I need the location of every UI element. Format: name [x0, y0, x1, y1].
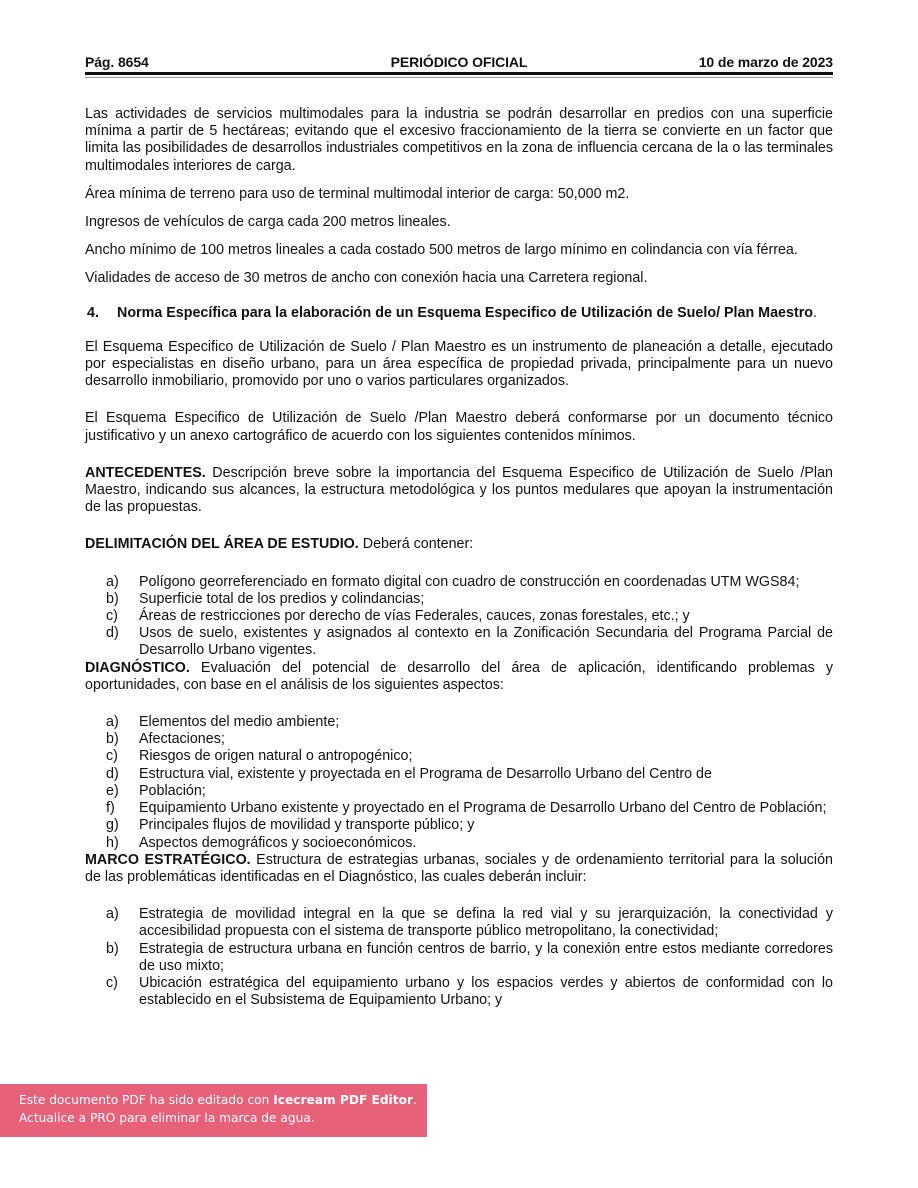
- list-item-text: Estrategia de estructura urbana en función centros de barrio, y la conexión entre estos mediante corredores de uso mixto;: [139, 940, 833, 974]
- watermark-line-1: [19, 1091, 427, 1109]
- list-item: [85, 574, 833, 591]
- list-item-text: Población;: [139, 782, 206, 799]
- list-item: [85, 731, 833, 748]
- list-item-text: Polígono georreferenciado en formato digital con cuadro de construcción en coordenadas UTM WGS84;: [139, 573, 800, 590]
- antecedentes-paragraph: [85, 465, 833, 517]
- section-4-heading: [85, 305, 833, 322]
- watermark-suffix: .: [412, 1093, 417, 1107]
- section-4-title-end: .: [813, 304, 817, 321]
- publication-title: PERIÓDICO OFICIAL: [390, 54, 528, 70]
- page-number: Pág. 8654: [85, 54, 149, 70]
- list-marker: c): [106, 748, 118, 765]
- list-marker: a): [106, 573, 119, 590]
- watermark-banner[interactable]: [0, 1084, 427, 1137]
- diagnostico-label: DIAGNÓSTICO.: [85, 659, 190, 676]
- section-4-paragraph-definition: El Esquema Especifico de Utilización de Suelo / Plan Maestro es un instrumento de planeación a detalle, ejecutado por especialistas en diseño urbano, para un área específica de propiedad privada, principalmente para un nuevo desarrollo inmobiliario, promovido por uno o varios particulares organizados.: [85, 338, 833, 390]
- marco-label: MARCO ESTRATÉGICO.: [85, 851, 251, 868]
- diagnostico-paragraph: [85, 660, 833, 694]
- list-item-text: Usos de suelo, existentes y asignados al contexto en la Zonificación Secundaria del Programa Parcial de Desarrollo Urbano vigentes.: [139, 625, 833, 659]
- list-item: [85, 941, 833, 975]
- marco-list: [85, 906, 833, 1009]
- list-marker: b): [106, 731, 119, 748]
- list-item-text: Elementos del medio ambiente;: [139, 714, 340, 731]
- diagnostico-list: [85, 714, 833, 852]
- antecedentes-label: ANTECEDENTES.: [85, 464, 206, 481]
- list-item: [85, 817, 833, 834]
- watermark-prefix: Este documento PDF ha sido editado con: [19, 1093, 274, 1107]
- list-item: [85, 835, 833, 852]
- diagnostico-text: Evaluación del potencial de desarrollo del área de aplicación, identificando problemas y oportunidades, con base en el análisis de los siguientes aspectos:: [85, 659, 833, 693]
- list-marker: h): [106, 834, 119, 851]
- list-item: [85, 766, 833, 783]
- delimitacion-label: DELIMITACIÓN DEL ÁREA DE ESTUDIO.: [85, 536, 359, 553]
- list-item: [85, 800, 833, 817]
- paragraph-access-roads: Vialidades de acceso de 30 metros de ancho con conexión hacia una Carretera regional.: [85, 270, 648, 287]
- watermark-brand: Icecream PDF Editor: [273, 1093, 413, 1107]
- paragraph-multimodal-activities: Las actividades de servicios multimodales para la industria se podrán desarrollar en predios con una superficie mínima a partir de 5 hectáreas; evitando que el excesivo fraccionamiento de la tierra se convierte en un factor que limita las posibilidades de desarrollos industriales competitivos en la zona de influencia cercana de la o las terminales multimodales interiores de carga.: [85, 106, 833, 174]
- list-item-text: Superficie total de los predios y colindancias;: [139, 590, 425, 607]
- section-4-paragraph-contents: El Esquema Especifico de Utilización de Suelo /Plan Maestro deberá conformarse por un documento técnico justificativo y un anexo cartográfico de acuerdo con los siguientes contenidos mínimos.: [85, 410, 833, 444]
- list-marker: c): [106, 974, 118, 991]
- section-4-number: 4.: [87, 304, 99, 321]
- list-item-text: Equipamiento Urbano existente y proyectado en el Programa de Desarrollo Urbano del Centro de Población;: [139, 800, 827, 817]
- header-rule-thin: [85, 77, 833, 78]
- list-marker: d): [106, 625, 119, 642]
- list-item: [85, 975, 833, 1009]
- list-item: [85, 906, 833, 940]
- paragraph-minimum-width: Ancho mínimo de 100 metros lineales a cada costado 500 metros de largo mínimo en colindancia con vía férrea.: [85, 242, 798, 259]
- delimitacion-paragraph: [85, 536, 833, 553]
- list-item: [85, 748, 833, 765]
- list-marker: a): [106, 906, 119, 923]
- list-item-text: Ubicación estratégica del equipamiento urbano y los espacios verdes y abiertos de conformidad con lo establecido en el Subsistema de Equipamiento Urbano; y: [139, 974, 833, 1009]
- page-header: [85, 53, 833, 71]
- list-marker: d): [106, 765, 119, 782]
- delimitacion-text: Deberá contener:: [358, 536, 474, 553]
- paragraph-vehicle-entries: Ingresos de vehículos de carga cada 200 metros lineales.: [85, 214, 451, 231]
- list-item: [85, 783, 833, 800]
- list-item-text: Aspectos demográficos y socioeconómicos.: [139, 834, 417, 851]
- list-marker: c): [106, 608, 118, 625]
- list-item: [85, 714, 833, 731]
- section-4-title: Norma Específica para la elaboración de un Esquema Especifico de Utilización de Suelo/ Plan Maestro: [117, 304, 813, 321]
- list-marker: b): [106, 940, 119, 957]
- list-marker: f): [106, 800, 115, 817]
- list-item: [85, 608, 833, 625]
- list-item: [85, 591, 833, 608]
- list-item-text: Áreas de restricciones por derecho de vías Federales, cauces, zonas forestales, etc.; y: [139, 608, 690, 625]
- list-marker: a): [106, 714, 119, 731]
- marco-paragraph: [85, 852, 833, 886]
- list-marker: e): [106, 782, 119, 799]
- document-body: [85, 106, 833, 1009]
- header-rule-thick: [85, 72, 833, 75]
- list-item-text: Principales flujos de movilidad y transporte público; y: [139, 817, 475, 834]
- list-item-text: Estructura vial, existente y proyectada en el Programa de Desarrollo Urbano del Centro de: [139, 765, 712, 782]
- list-item-text: Estrategia de movilidad integral en la que se defina la red vial y su jerarquización, la conectividad y accesibilidad propuesta con el sistema de transporte público metropolitano, la conectividad;: [139, 906, 833, 940]
- marco-text: Estructura de estrategias urbanas, sociales y de ordenamiento territorial para la solución de las problemáticas identificadas en el Diagnóstico, las cuales deberán incluir:: [85, 851, 834, 885]
- list-marker: b): [106, 590, 119, 607]
- list-item: [85, 625, 833, 659]
- list-item-text: Riesgos de origen natural o antropogénico;: [139, 748, 413, 765]
- antecedentes-text: Descripción breve sobre la importancia del Esquema Especifico de Utilización de Suelo /Plan Maestro, indicando sus alcances, la estructura metodológica y los puntos medulares que apoyan la instrumentación de las propuestas.: [85, 464, 833, 516]
- publication-date: 10 de marzo de 2023: [698, 54, 833, 70]
- paragraph-minimum-area: Área mínima de terreno para uso de terminal multimodal interior de carga: 50,000 m2.: [85, 185, 630, 202]
- watermark-line-2: Actualice a PRO para eliminar la marca de agua.: [19, 1111, 315, 1125]
- list-item-text: Afectaciones;: [139, 731, 225, 748]
- delimitacion-list: [85, 574, 833, 660]
- list-marker: g): [106, 817, 119, 834]
